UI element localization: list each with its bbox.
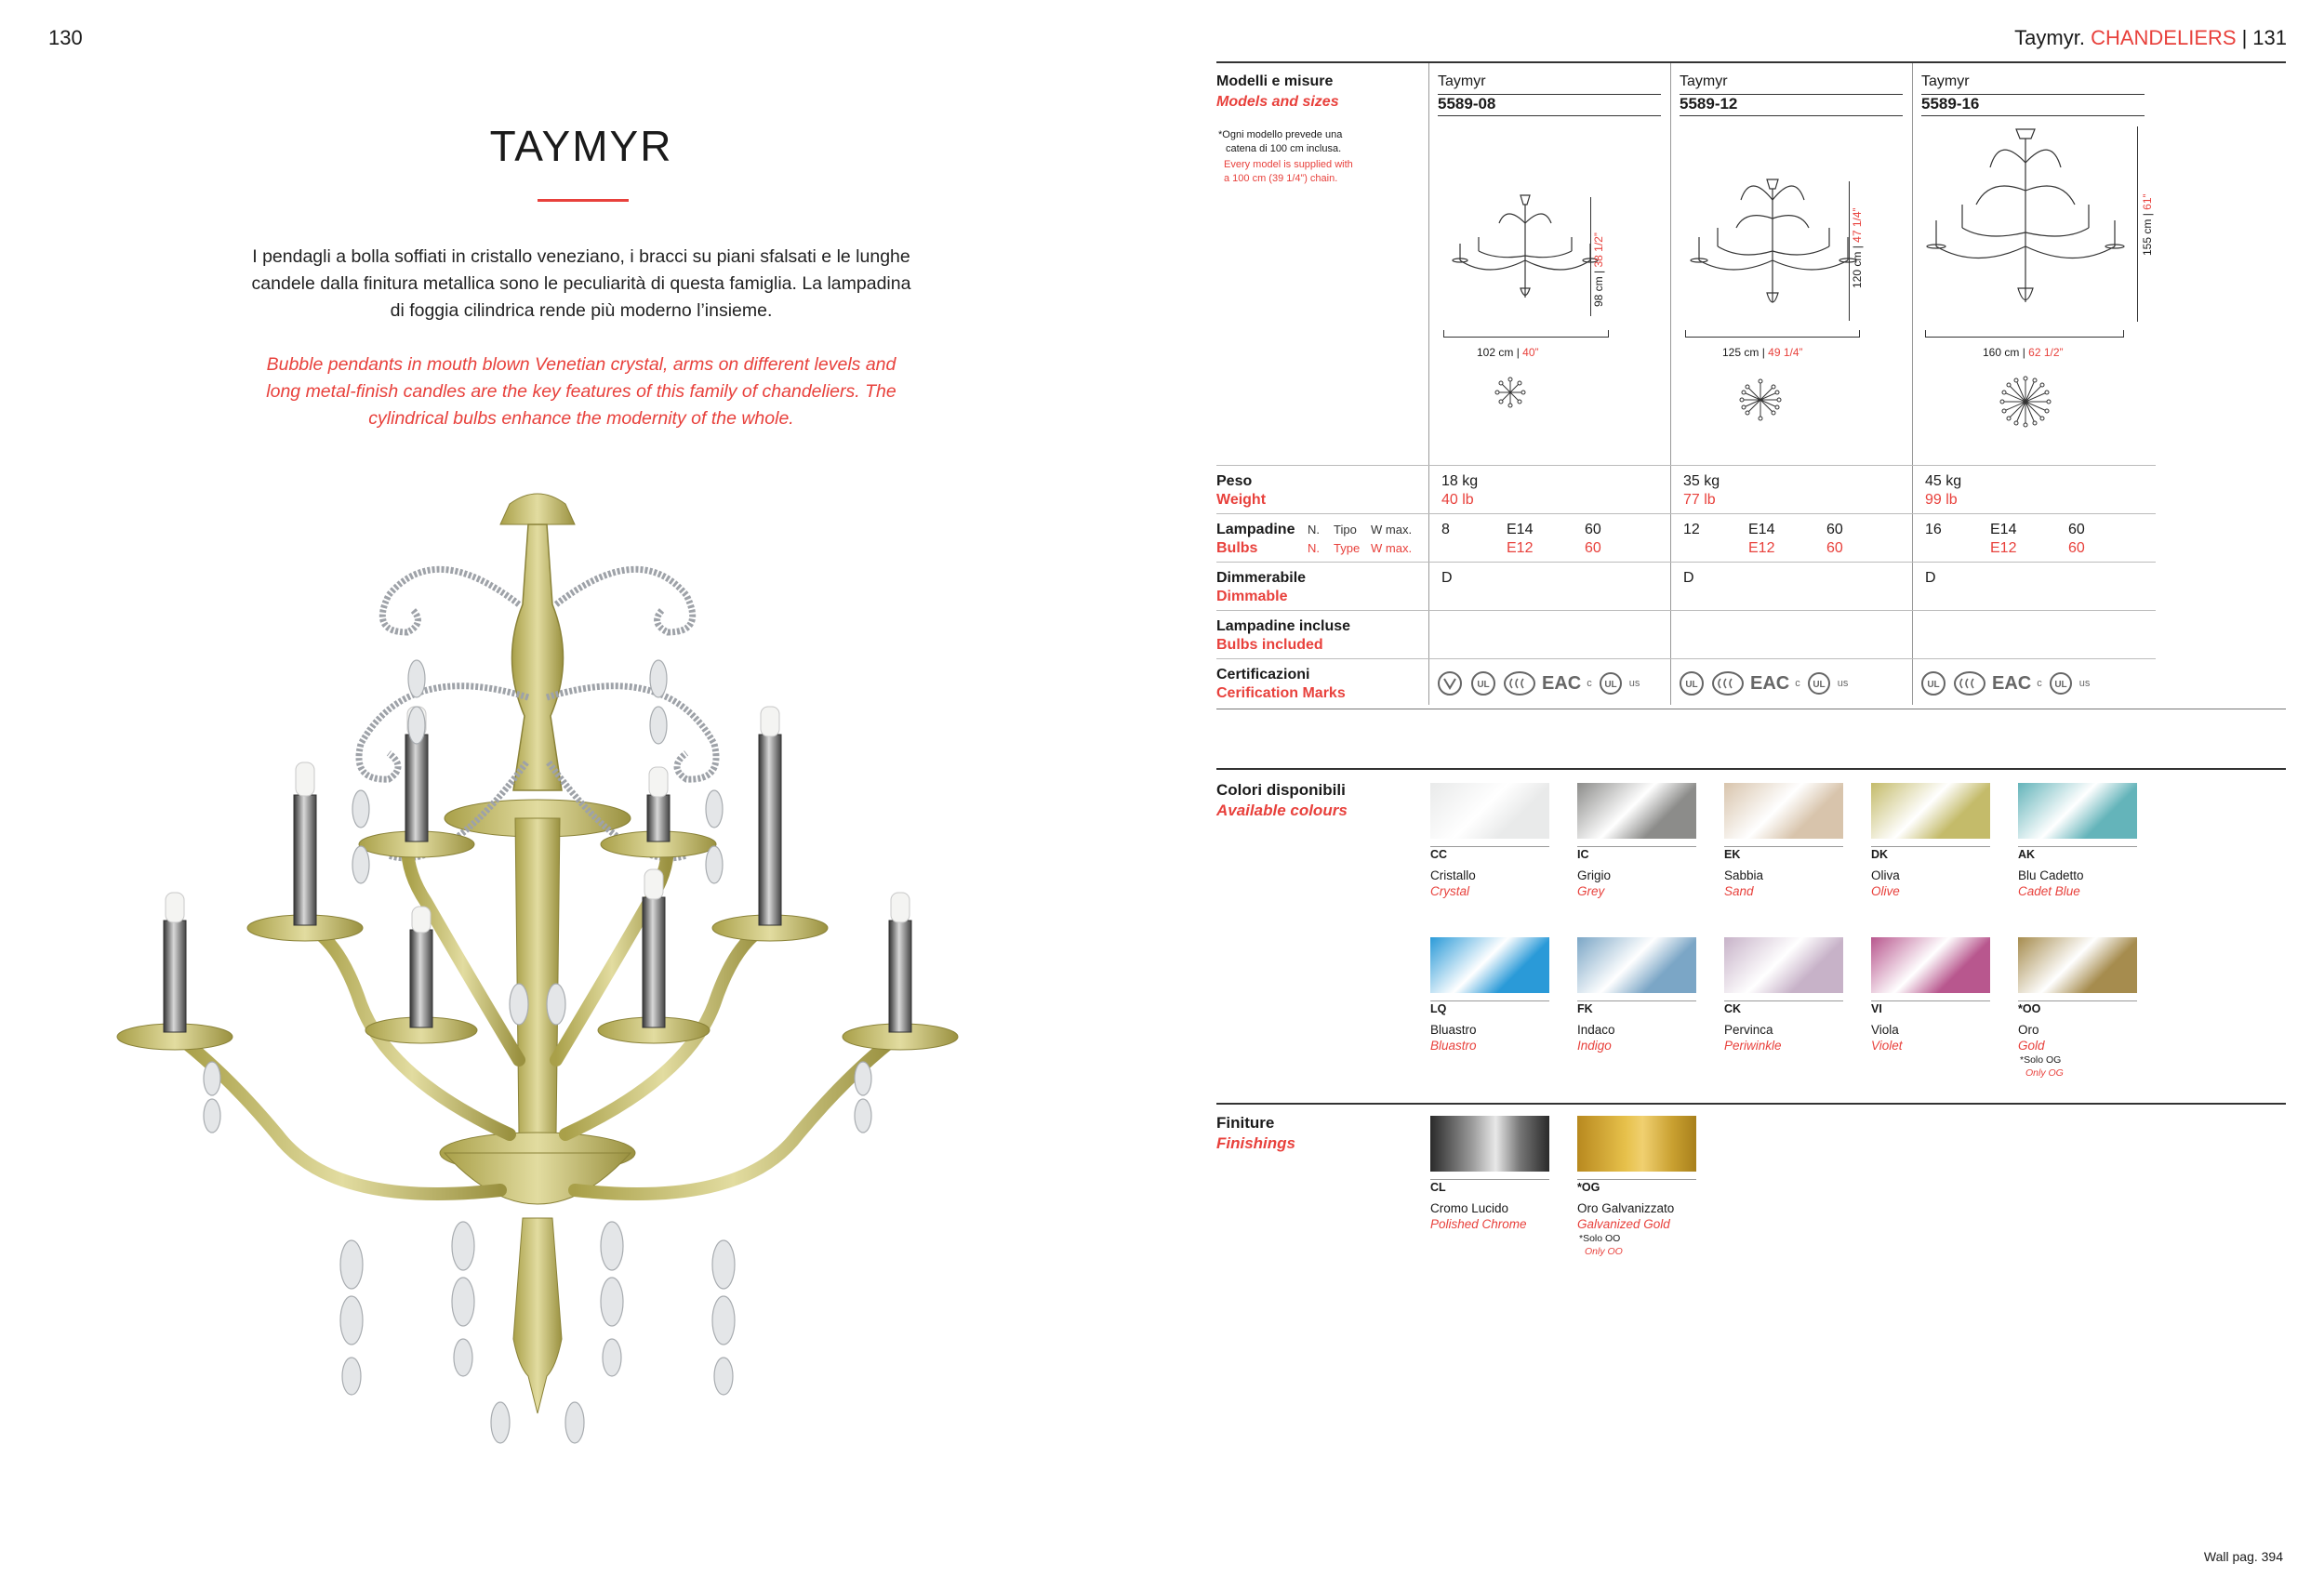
c-mark: c [2037, 678, 2042, 689]
right-page-header [2014, 26, 2287, 50]
table-top-rule [1216, 61, 2286, 63]
row-rule [1216, 465, 2156, 466]
model-code: 5589-08 [1438, 95, 1496, 113]
bulbs-type: E14 [1990, 522, 2017, 537]
cul-icon [2048, 670, 2074, 696]
colour-option [1724, 937, 1843, 1053]
colour-option [2018, 783, 2137, 899]
swatch-name-it: Cromo Lucido [1430, 1201, 1509, 1215]
bulbs-label-it: Lampadine [1216, 522, 1295, 537]
width-line-1 [1443, 330, 1609, 338]
weight-kg: 45 kg [1925, 473, 1962, 489]
header-section: CHANDELIERS [2091, 26, 2237, 49]
dimmable-value: D [1683, 570, 1694, 586]
row-rule [1216, 658, 2156, 659]
height-line-2 [1849, 181, 1850, 321]
model-column-3 [1921, 73, 2145, 116]
colour-option [1577, 783, 1696, 899]
ccc-icon [1711, 669, 1745, 697]
bulbs-count: 8 [1441, 522, 1450, 537]
weight-lb: 40 lb [1441, 492, 1474, 508]
top-view-3 [1998, 374, 2053, 430]
swatch-name-en: Cadet Blue [2018, 884, 2080, 898]
cert-marks-3 [1919, 669, 2090, 697]
bulbs-type-us: E12 [1748, 540, 1775, 556]
drawing-5589-12 [1685, 172, 1862, 325]
top-view-2 [1737, 377, 1784, 423]
models-label-en: Models and sizes [1216, 94, 1339, 110]
swatch-note-en: Only OO [1585, 1246, 1623, 1257]
height-line-1 [1590, 197, 1591, 316]
width-label-2: 125 cm | 49 1/4” [1722, 346, 1803, 359]
weight-kg: 35 kg [1683, 473, 1720, 489]
colour-option [1430, 783, 1549, 899]
swatch-code: VI [1871, 1002, 1882, 1015]
dimmable-label-en: Dimmable [1216, 589, 1288, 604]
bulbs-watt-us: 60 [2068, 540, 2085, 556]
bulbs-watt-us: 60 [1585, 540, 1601, 556]
swatch-name-it: Cristallo [1430, 868, 1476, 882]
swatch-image [1577, 783, 1696, 839]
svg-text:UL: UL [1813, 680, 1826, 690]
swatch-note-it: *Solo OG [2020, 1054, 2062, 1066]
swatch-code: CC [1430, 848, 1448, 861]
swatch-name-en: Sand [1724, 884, 1754, 898]
swatch-name-it: Bluastro [1430, 1023, 1477, 1037]
swatch-name-en: Bluastro [1430, 1039, 1477, 1053]
chandelier-photo [110, 484, 965, 1525]
colour-option [1724, 783, 1843, 899]
bulbs-label-en: Bulbs [1216, 540, 1258, 556]
swatch-name-en: Galvanized Gold [1577, 1217, 1670, 1231]
swatch-name-en: Olive [1871, 884, 1900, 898]
svg-text:UL: UL [1604, 680, 1617, 690]
cul-icon [1598, 670, 1624, 696]
drawing-5589-08 [1441, 186, 1609, 325]
weight-lb: 99 lb [1925, 492, 1958, 508]
chain-note-en-1: Every model is supplied with [1224, 159, 1353, 170]
swatch-note-en: Only OG [2025, 1067, 2064, 1079]
cert-marks-2 [1678, 669, 1848, 697]
colour-option [1871, 937, 1990, 1053]
model-name: Taymyr [1921, 73, 1970, 89]
page-title: TAYMYR [489, 122, 673, 170]
ul-icon [1919, 669, 1947, 697]
height-label-2: 120 cm | 47 1/4” [1851, 207, 1864, 288]
us-mark: us [2078, 678, 2091, 689]
bulbs-watt-us: 60 [1826, 540, 1843, 556]
chain-note-en-2: a 100 cm (39 1/4”) chain. [1224, 173, 1338, 184]
c-mark: c [1795, 678, 1800, 689]
swatch-code: EK [1724, 848, 1741, 861]
ccc-icon [1953, 669, 1986, 697]
swatch-name-it: Oro [2018, 1023, 2039, 1037]
c-mark: c [1587, 678, 1592, 689]
dimmable-label-it: Dimmerabile [1216, 570, 1307, 586]
swatch-code: DK [1871, 848, 1889, 861]
dimmable-value: D [1441, 570, 1453, 586]
weight-label-it: Peso [1216, 473, 1253, 489]
bulbs-watt: 60 [2068, 522, 2085, 537]
chain-note-it-1: *Ogni modello prevede una [1218, 129, 1343, 140]
eac-icon: EAC [1992, 672, 2032, 694]
swatch-name-en: Grey [1577, 884, 1605, 898]
cert-mark-icon [1436, 669, 1464, 697]
swatch-image [1724, 783, 1843, 839]
weight-lb: 77 lb [1683, 492, 1716, 508]
swatch-image [1724, 937, 1843, 993]
bulbs-count: 12 [1683, 522, 1700, 537]
swatch-name-it: Grigio [1577, 868, 1612, 882]
model-name: Taymyr [1438, 73, 1486, 89]
swatch-code: CL [1430, 1181, 1446, 1194]
swatch-code: IC [1577, 848, 1589, 861]
bulbs-type: E14 [1748, 522, 1775, 537]
bulbs-watt: 60 [1585, 522, 1601, 537]
weight-label-en: Weight [1216, 492, 1267, 508]
ul-icon [1678, 669, 1706, 697]
bulbs-type-label-en: Type [1334, 541, 1361, 555]
bulbs-n-label-en: N. [1308, 541, 1320, 555]
swatch-code: CK [1724, 1002, 1742, 1015]
row-rule [1216, 513, 2156, 514]
description-italian: I pendagli a bolla soffiati in cristallo veneziano, i bracci su piani sfalsati e le lunghe candele dalla finitura metallica sono le peculiarità di questa famiglia. La lampadina di foggia cilindrica rende più moderno l’insieme. [251, 246, 911, 321]
finishes-rule [1216, 1103, 2286, 1105]
colours-label-en: Available colours [1216, 802, 1348, 819]
swatch-name-it: Indaco [1577, 1023, 1615, 1037]
height-label-1: 98 cm | 38 1/2” [1592, 232, 1605, 307]
cert-label-en: Cerification Marks [1216, 685, 1346, 701]
column-divider-3 [1912, 63, 1913, 705]
description-english: Bubble pendants in mouth blown Venetian crystal, arms on different levels and long metal-finish candles are the key features of this family of chandeliers. The cylindrical bulbs enhance the modernity of the whole. [266, 354, 896, 429]
cul-icon [1806, 670, 1832, 696]
model-column-2 [1680, 73, 1903, 116]
colour-option [1430, 937, 1549, 1053]
colours-rule [1216, 768, 2286, 770]
swatch-image [2018, 783, 2137, 839]
swatch-name-it: Viola [1871, 1023, 1899, 1037]
swatch-image [1577, 937, 1696, 993]
swatch-image [1430, 783, 1549, 839]
swatch-code: FK [1577, 1002, 1593, 1015]
swatch-code: *OG [1577, 1181, 1600, 1194]
swatch-image [2018, 937, 2137, 993]
row-rule [1216, 610, 2156, 611]
cert-marks-1 [1436, 669, 1640, 697]
column-divider-2 [1670, 63, 1671, 705]
finishes-label-en: Finishings [1216, 1134, 1295, 1152]
header-separator: | [2241, 26, 2248, 49]
finish-option [1430, 1116, 1549, 1232]
title-underline [538, 199, 629, 202]
finish-option [1577, 1116, 1696, 1258]
swatch-code: AK [2018, 848, 2036, 861]
bulbs-included-label-it: Lampadine incluse [1216, 618, 1351, 634]
width-label-3: 160 cm | 62 1/2” [1983, 346, 2064, 359]
bulbs-type-us: E12 [1990, 540, 2017, 556]
bulbs-count: 16 [1925, 522, 1942, 537]
width-line-3 [1925, 330, 2124, 338]
svg-text:UL: UL [1927, 680, 1940, 690]
svg-text:UL: UL [1685, 680, 1698, 690]
model-code: 5589-16 [1921, 95, 1980, 113]
swatch-name-it: Oro Galvanizzato [1577, 1201, 1675, 1215]
model-code: 5589-12 [1680, 95, 1738, 113]
eac-icon: EAC [1542, 672, 1582, 694]
dimmable-value: D [1925, 570, 1936, 586]
swatch-note-it: *Solo OO [1579, 1233, 1621, 1244]
top-view-1 [1492, 374, 1529, 411]
colours-label-it: Colori disponibili [1216, 781, 1346, 799]
models-label-it: Modelli e misure [1216, 73, 1334, 89]
bulbs-w-label-en: W max. [1371, 541, 1413, 555]
ccc-icon [1503, 669, 1536, 697]
height-label-3: 155 cm | 61” [2141, 193, 2154, 256]
finishes-label-it: Finiture [1216, 1114, 1275, 1132]
swatch-name-it: Blu Cadetto [2018, 868, 2084, 882]
swatch-name-en: Gold [2018, 1039, 2045, 1053]
bulbs-included-label-en: Bulbs included [1216, 637, 1323, 653]
column-divider-1 [1428, 63, 1429, 705]
chain-note-it-2: catena di 100 cm inclusa. [1226, 143, 1342, 154]
ul-icon [1469, 669, 1497, 697]
swatch-name-en: Polished Chrome [1430, 1217, 1527, 1231]
swatch-image [1430, 1116, 1549, 1172]
left-page-number: 130 [48, 26, 83, 49]
height-line-3 [2137, 126, 2138, 322]
width-line-2 [1685, 330, 1860, 338]
bulbs-type-label: Tipo [1334, 523, 1357, 537]
us-mark: us [1837, 678, 1849, 689]
swatch-image [1430, 937, 1549, 993]
bulbs-watt: 60 [1826, 522, 1843, 537]
swatch-name-it: Pervinca [1724, 1023, 1773, 1037]
bulbs-type: E14 [1507, 522, 1534, 537]
swatch-name-it: Oliva [1871, 868, 1900, 882]
swatch-image [1871, 783, 1990, 839]
bulbs-type-us: E12 [1507, 540, 1534, 556]
svg-text:UL: UL [1477, 680, 1490, 690]
bulbs-n-label: N. [1308, 523, 1320, 537]
model-column-1 [1438, 73, 1661, 116]
weight-kg: 18 kg [1441, 473, 1479, 489]
header-brand: Taymyr. [2014, 26, 2085, 49]
right-page-number: 131 [2252, 26, 2287, 49]
footer-reference: Wall pag. 394 [2203, 1549, 2283, 1564]
swatch-code: *OO [2018, 1002, 2041, 1015]
colour-option [1871, 783, 1990, 899]
swatch-name-en: Crystal [1430, 884, 1470, 898]
swatch-image [1871, 937, 1990, 993]
model-name: Taymyr [1680, 73, 1728, 89]
colour-option [2018, 937, 2137, 1080]
swatch-code: LQ [1430, 1002, 1447, 1015]
eac-icon: EAC [1750, 672, 1790, 694]
svg-text:UL: UL [2054, 680, 2067, 690]
us-mark: us [1628, 678, 1640, 689]
swatch-image [1577, 1116, 1696, 1172]
cert-label-it: Certificazioni [1216, 667, 1310, 682]
width-label-1: 102 cm | 40” [1477, 346, 1539, 359]
row-rule [1216, 562, 2156, 563]
swatch-name-en: Violet [1871, 1039, 1903, 1053]
swatch-name-en: Periwinkle [1724, 1039, 1782, 1053]
swatch-name-it: Sabbia [1724, 868, 1764, 882]
drawing-5589-16 [1925, 126, 2125, 325]
bulbs-w-label: W max. [1371, 523, 1413, 537]
colour-option [1577, 937, 1696, 1053]
swatch-name-en: Indigo [1577, 1039, 1612, 1053]
